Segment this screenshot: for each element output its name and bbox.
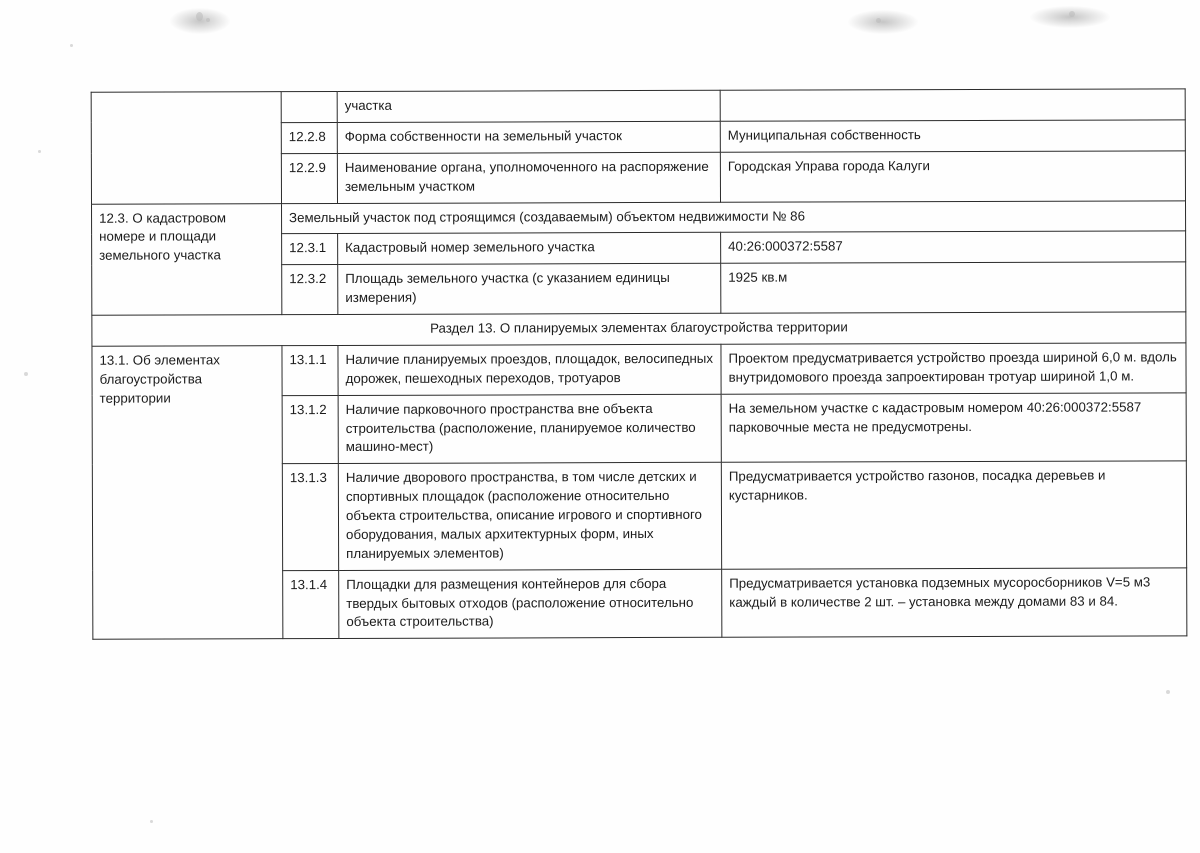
table-row [92, 200, 1186, 234]
row-value: Проектом предусматривается устройство проезда шириной 6,0 м. вдоль внутридомового проезда запроектирован тротуар шириной 1,0 м. [721, 343, 1186, 394]
scan-speckle [876, 18, 881, 23]
section-span-text: Земельный участок под строящимся (создаваемым) объектом недвижимости № 86 [282, 200, 1186, 234]
row-value: 40:26:000372:5587 [721, 231, 1186, 263]
section-cell-13-1: 13.1. Об элементах благоустройства территории [92, 346, 283, 640]
row-label: Кадастровый номер земельного участка [338, 233, 721, 265]
row-label: Площадь земельного участка (с указанием единицы измерения) [338, 264, 721, 315]
scan-speckle [38, 150, 41, 153]
row-number: 12.3.1 [282, 234, 338, 265]
row-number: 13.1.4 [283, 570, 339, 639]
row-label: участка [337, 90, 720, 122]
row-number: 13.1.2 [282, 395, 338, 464]
row-value: Предусматривается установка подземных мусоросборников V=5 м3 каждый в количестве 2 шт. – установка между домами 83 и 84. [722, 567, 1187, 637]
row-number: 13.1.1 [282, 345, 338, 395]
section-cell-empty [91, 92, 281, 204]
row-number: 12.3.2 [282, 265, 338, 315]
row-number [281, 91, 337, 122]
row-number: 13.1.3 [282, 464, 338, 571]
row-label: Наличие планируемых проездов, площадок, велосипедных дорожек, пешеходных переходов, тротуаров [338, 344, 721, 395]
row-value: Муниципальная собственность [720, 120, 1185, 152]
scan-smudge [848, 10, 918, 34]
row-number: 12.2.8 [281, 122, 337, 153]
scan-smudge [1030, 6, 1110, 28]
row-value: 1925 кв.м [721, 262, 1186, 313]
table-row [92, 312, 1186, 346]
row-value: На земельном участке с кадастровым номером 40:26:000372:5587 парковочные места не предусмотрены. [721, 392, 1186, 462]
registry-table [91, 88, 1188, 640]
row-label: Площадки для размещения контейнеров для сбора твердых бытовых отходов (расположение относительно объекта строительства) [339, 569, 722, 639]
scan-speckle [196, 12, 203, 21]
scan-speckle [150, 820, 153, 823]
row-number: 12.2.9 [281, 153, 337, 203]
scan-smudge [170, 8, 230, 34]
row-value: Городская Управа города Калуги [720, 151, 1185, 202]
row-label: Наличие дворового пространства, в том числе детских и спортивных площадок (расположение относительно объекта строительства, описание игрового и спортивного оборудования, малых архитектурных форм, иных планируемых элементов) [338, 463, 721, 571]
scan-speckle [70, 44, 73, 47]
table-row [92, 343, 1186, 396]
row-label: Наименование органа, уполномоченного на распоряжение земельным участком [337, 152, 720, 203]
table-row [91, 89, 1185, 123]
scan-speckle [24, 372, 28, 376]
row-value [720, 89, 1185, 121]
scan-speckle [1069, 11, 1075, 17]
section-heading-13: Раздел 13. О планируемых элементах благоустройства территории [92, 312, 1186, 346]
row-label: Наличие парковочного пространства вне объекта строительства (расположение, планируемое количество машино-мест) [338, 394, 721, 464]
section-cell-12-3: 12.3. О кадастровом номере и площади земельного участка [92, 203, 282, 315]
row-label: Форма собственности на земельный участок [337, 121, 720, 153]
row-value: Предусматривается устройство газонов, посадка деревьев и кустарников. [721, 461, 1186, 569]
scan-speckle [206, 18, 210, 22]
scan-speckle [1166, 690, 1170, 694]
